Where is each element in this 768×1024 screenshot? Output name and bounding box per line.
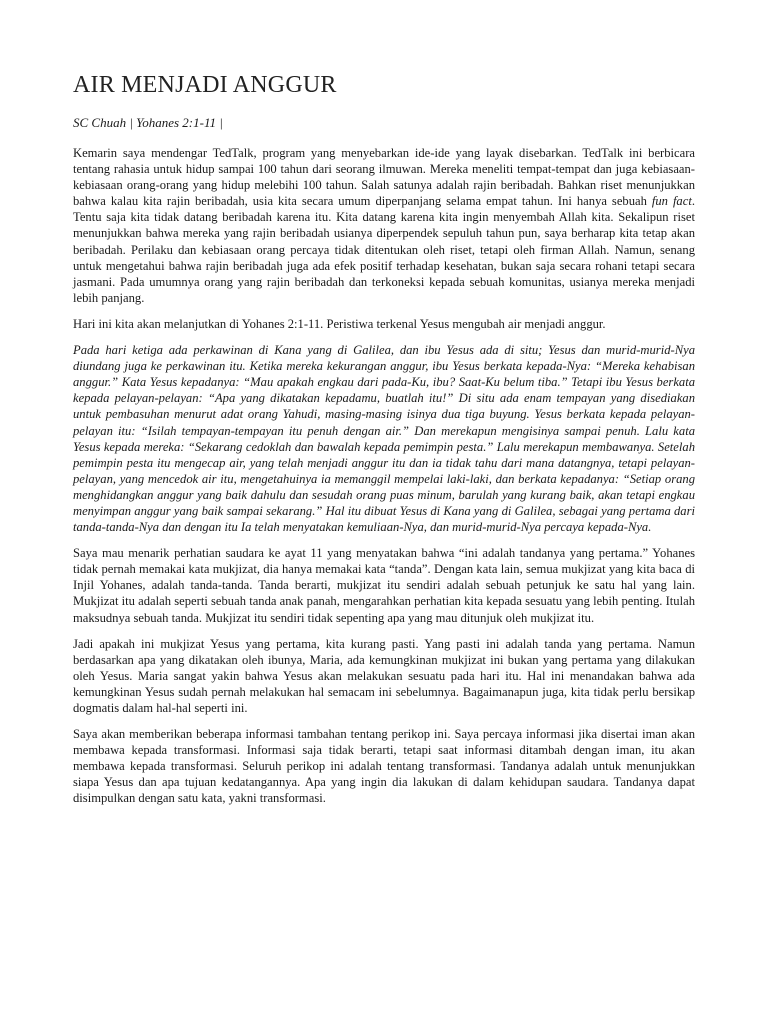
document-title: AIR MENJADI ANGGUR [73,72,337,98]
paragraph-intro [73,145,695,306]
paragraph-intro-emphasis: fun fact [651,194,692,209]
paragraph-passage-intro: Hari ini kita akan melanjutkan di Yohanes 2:1-11. Peristiwa terkenal Yesus mengubah air menjadi anggur. [73,316,606,331]
document-subtitle: SC Chuah | Yohanes 2:1-11 | [73,115,223,130]
paragraph-intro-part1: Kemarin saya mendengar TedTalk, program yang menyebarkan ide-ide yang layak disebarkan. TedTalk ini berbicara tentang rahasia untuk hidup sampai 100 tahun dari seorang ilmuwan. Mereka meneliti tempat-tempat dan juga kebiasaan-kebiasaan orang-orang yang hidup melebihi 100 tahun. Salah satunya adalah rajin beribadah. Bahkan riset menunjukkan bahwa kalau kita rajin beribadah, usia kita secara umum diperpanjang selama empat tahun. Ini hanya sebuah [73,146,695,209]
paragraph-transformation: Saya akan memberikan beberapa informasi tambahan tentang perikop ini. Saya percaya informasi jika disertai iman akan membawa kepada transformasi. Informasi saja tidak berarti, tetapi saat informasi ditambah dengan iman, itu akan membawa kepada transformasi. Seluruh perikop ini adalah tentang transformasi. Tandanya adalah untuk menunjukkan siapa Yesus dan apa tujuan kedatangannya. Apa yang ingin dia lakukan di dalam kehidupan saudara. Tandanya dapat disimpulkan dengan satu kata, yakni transformasi. [73,727,695,806]
paragraph-sign: Saya mau menarik perhatian saudara ke ayat 11 yang menyatakan bahwa “ini adalah tandanya yang pertama.” Yohanes tidak pernah memakai kata mukjizat, dia hanya memakai kata “tanda”. Dengan kata lain, semua mukjizat yang kita baca di Injil Yohanes, adalah tanda-tanda. Tanda berarti, mukjizat itu sendiri adalah sebuah petunjuk ke satu hal yang lain. Mukjizat itu adalah seperti sebuah tanda anak panah, mengarahkan perhatian kita kepada sesuatu yang lebih penting. Itulah maksudnya sebuah tanda. Mukjizat itu sendiri tidak sepenting apa yang mau ditunjuk oleh mukjizat itu. [73,546,695,625]
document-page [73,70,695,817]
paragraph-intro-part2: . Tentu saja kita tidak datang beribadah karena itu. Kita datang karena kita ingin menyembah Allah kita. Sekalipun riset menunjukkan bahwa mereka yang rajin beribadah usianya diperpendek sepuluh tahun pun, saya berharap kita tetap akan beribadah. Perilaku dan kebiasaan orang percaya tidak ditentukan oleh riset, tetapi oleh firman Allah. Namun, senang untuk mengetahui bahwa rajin beribadah juga ada efek positif terhadap kesehatan, bukan saja secara rohani tetapi secara jasmani. Pada umumnya orang yang rajin beribadah dan terkoneksi kepada sebuah komunitas, usianya mereka menjadi lebih panjang. [73,194,695,305]
paragraph-first-miracle: Jadi apakah ini mukjizat Yesus yang pertama, kita kurang pasti. Yang pasti ini adalah tanda yang pertama. Namun berdasarkan apa yang dikatakan oleh ibunya, Maria, ada kemungkinan mukjizat ini bukan yang pertama yang dilakukan oleh Yesus. Maria sangat yakin bahwa Yesus akan melakukan sesuatu pada hari itu. Hal ini menandakan bahwa ada kemungkinan Yesus sudah pernah melakukan hal semacam ini sebelumnya. Bagaimanapun juga, kita tidak perlu bersikap dogmatis dalam hal-hal seperti ini. [73,636,695,715]
paragraph-scripture: Pada hari ketiga ada perkawinan di Kana yang di Galilea, dan ibu Yesus ada di situ; Yesus dan murid-murid-Nya diundang juga ke perkawinan itu. Ketika mereka kekurangan anggur, ibu Yesus berkata kepada-Nya: “Mereka kehabisan anggur.” Kata Yesus kepadanya: “Mau apakah engkau dari pada-Ku, ibu? Saat-Ku belum tiba.” Tetapi ibu Yesus berkata kepada pelayan-pelayan: “Apa yang dikatakan kepadamu, buatlah itu!” Di situ ada enam tempayan yang disediakan untuk pembasuhan menurut adat orang Yahudi, masing-masing isinya dua tiga buyung. Yesus berkata kepada pelayan-pelayan itu: “Isilah tempayan-tempayan itu penuh dengan air.” Dan merekapun mengisinya sampai penuh. Lalu kata Yesus kepada mereka: “Sekarang cedoklah dan bawalah kepada pemimpin pesta.” Lalu merekapun membawanya. Setelah pemimpin pesta itu mengecap air, yang telah menjadi anggur itu dan ia tidak tahu dari mana datangnya, tetapi pelayan-pelayan, yang mencedok air itu, mengetahuinya ia memanggil mempelai laki-laki, dan berkata kepadanya: “Setiap orang menghidangkan anggur yang baik dahulu dan sesudah orang puas minum, barulah yang kurang baik, akan tetapi engkau menyimpan anggur yang baik sampai sekarang.” Hal itu dibuat Yesus di Kana yang di Galilea, sebagai yang pertama dari tanda-tanda-Nya dan dengan itu Ia telah menyatakan kemuliaan-Nya, dan murid-murid-Nya percaya kepada-Nya. [73,343,695,535]
